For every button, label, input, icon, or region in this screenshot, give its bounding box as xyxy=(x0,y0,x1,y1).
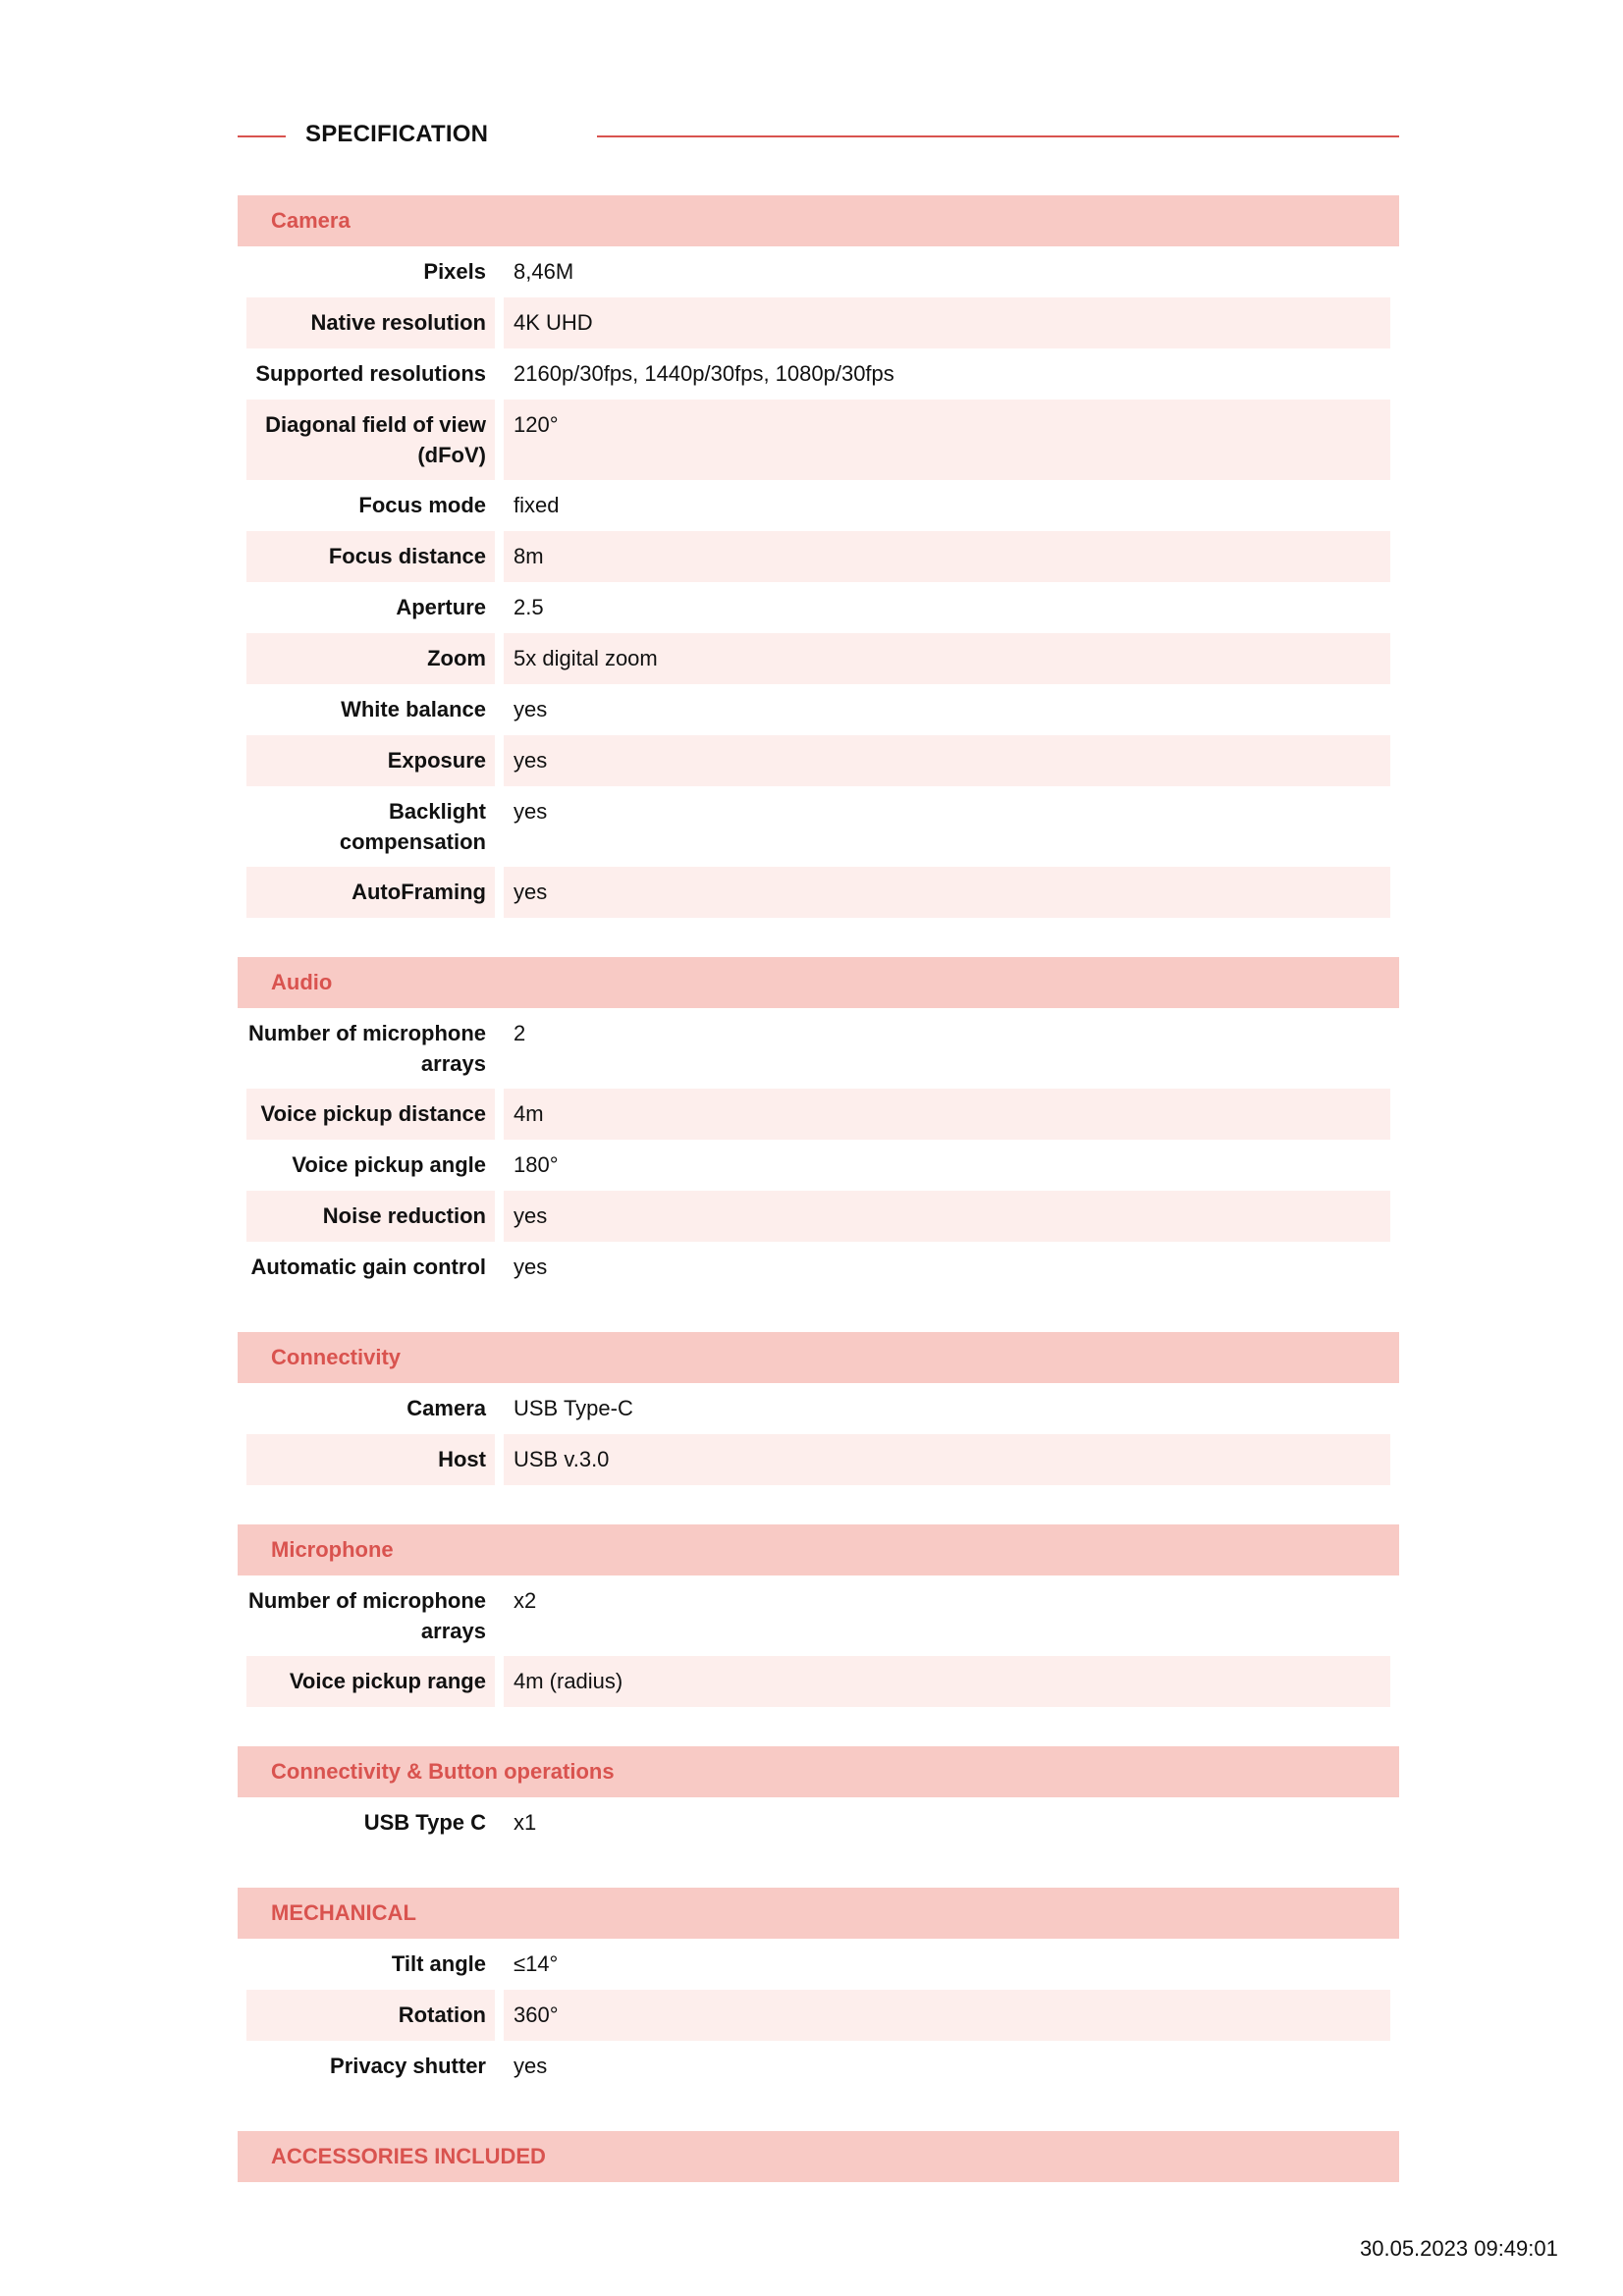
spec-label: Voice pickup range xyxy=(246,1656,495,1707)
spec-row xyxy=(246,1383,1390,1434)
spec-label: Host xyxy=(246,1434,495,1485)
spec-row xyxy=(246,1990,1390,2041)
spec-row xyxy=(246,867,1390,918)
header-rule-right xyxy=(597,135,1399,137)
section-rows xyxy=(238,246,1399,918)
spec-section xyxy=(238,957,1399,1293)
spec-row xyxy=(246,735,1390,786)
spec-row xyxy=(246,1434,1390,1485)
spec-value: x2 xyxy=(514,1588,537,1613)
section-rows xyxy=(238,1797,1399,1848)
spec-value: USB Type-C xyxy=(514,1396,633,1420)
spec-value: 8m xyxy=(504,531,1390,582)
spec-row xyxy=(246,297,1390,348)
spec-label: Privacy shutter xyxy=(330,2054,486,2078)
spec-label: Voice pickup distance xyxy=(246,1089,495,1140)
spec-row xyxy=(246,1242,1390,1293)
spec-value: USB v.3.0 xyxy=(504,1434,1390,1485)
spec-row xyxy=(246,1656,1390,1707)
spec-value: 4K UHD xyxy=(504,297,1390,348)
spec-label: Voice pickup angle xyxy=(292,1152,486,1177)
print-timestamp: 30.05.2023 09:49:01 xyxy=(1360,2236,1558,2261)
spec-row xyxy=(246,1575,1390,1656)
spec-value: 5x digital zoom xyxy=(504,633,1390,684)
spec-value: x1 xyxy=(514,1810,537,1835)
spec-value: yes xyxy=(504,1191,1390,1242)
spec-label: Tilt angle xyxy=(391,1951,486,1976)
section-header: MECHANICAL xyxy=(238,1888,1399,1939)
spec-label: USB Type C xyxy=(363,1810,486,1835)
spec-label: Automatic gain control xyxy=(250,1255,486,1279)
spec-label: Pixels xyxy=(423,259,486,284)
spec-value: 4m xyxy=(504,1089,1390,1140)
spec-value: 2 xyxy=(514,1021,526,1045)
spec-section xyxy=(238,195,1399,918)
spec-row xyxy=(246,1008,1390,1089)
spec-label: Zoom xyxy=(246,633,495,684)
header-rule-left xyxy=(238,135,286,137)
spec-value: 2160p/30fps, 1440p/30fps, 1080p/30fps xyxy=(514,361,894,386)
spec-value: 120° xyxy=(504,400,1390,480)
spec-row xyxy=(246,531,1390,582)
spec-label: Number of microphone arrays xyxy=(247,1588,486,1643)
spec-label: Supported resolutions xyxy=(255,361,486,386)
spec-value: 180° xyxy=(514,1152,559,1177)
spec-value: yes xyxy=(514,697,548,721)
spec-value: yes xyxy=(504,735,1390,786)
section-header: Connectivity & Button operations xyxy=(238,1746,1399,1797)
spec-value: 4m (radius) xyxy=(504,1656,1390,1707)
spec-row xyxy=(246,1140,1390,1191)
spec-label: Native resolution xyxy=(246,297,495,348)
spec-section xyxy=(238,2131,1399,2182)
section-rows xyxy=(238,1939,1399,2092)
spec-label: Exposure xyxy=(246,735,495,786)
spec-row xyxy=(246,400,1390,480)
spec-section xyxy=(238,1888,1399,2092)
section-header: Microphone xyxy=(238,1524,1399,1575)
spec-value: yes xyxy=(514,2054,548,2078)
spec-label: AutoFraming xyxy=(246,867,495,918)
spec-row xyxy=(246,1939,1390,1990)
spec-value: yes xyxy=(514,799,548,824)
spec-label: White balance xyxy=(341,697,486,721)
spec-value: yes xyxy=(514,1255,548,1279)
spec-value: 360° xyxy=(504,1990,1390,2041)
section-header: ACCESSORIES INCLUDED xyxy=(238,2131,1399,2182)
spec-row xyxy=(246,684,1390,735)
spec-section xyxy=(238,1332,1399,1485)
spec-table xyxy=(238,195,1399,2221)
section-header: Camera xyxy=(238,195,1399,246)
section-header: Connectivity xyxy=(238,1332,1399,1383)
spec-row xyxy=(246,2041,1390,2092)
spec-label: Focus distance xyxy=(246,531,495,582)
spec-value: 2.5 xyxy=(514,595,544,619)
spec-section xyxy=(238,1524,1399,1707)
spec-label: Noise reduction xyxy=(246,1191,495,1242)
spec-value: yes xyxy=(504,867,1390,918)
spec-row xyxy=(246,633,1390,684)
spec-row xyxy=(246,1797,1390,1848)
spec-value: ≤14° xyxy=(514,1951,559,1976)
spec-row xyxy=(246,348,1390,400)
spec-label: Backlight compensation xyxy=(339,799,486,854)
spec-row xyxy=(246,582,1390,633)
spec-row xyxy=(246,1191,1390,1242)
spec-label: Diagonal field of view (dFoV) xyxy=(246,400,495,480)
page-title: SPECIFICATION xyxy=(305,121,489,147)
spec-row xyxy=(246,786,1390,867)
section-header: Audio xyxy=(238,957,1399,1008)
spec-label: Number of microphone arrays xyxy=(247,1021,486,1076)
spec-value: fixed xyxy=(514,493,560,517)
spec-label: Camera xyxy=(406,1396,486,1420)
spec-value: 8,46M xyxy=(514,259,574,284)
section-rows xyxy=(238,1383,1399,1485)
section-rows xyxy=(238,1008,1399,1293)
spec-label: Aperture xyxy=(396,595,486,619)
spec-label: Focus mode xyxy=(358,493,486,517)
spec-row xyxy=(246,480,1390,531)
spec-row xyxy=(246,1089,1390,1140)
spec-section xyxy=(238,1746,1399,1848)
spec-label: Rotation xyxy=(246,1990,495,2041)
section-rows xyxy=(238,1575,1399,1707)
spec-row xyxy=(246,246,1390,297)
spec-header xyxy=(238,116,1399,155)
